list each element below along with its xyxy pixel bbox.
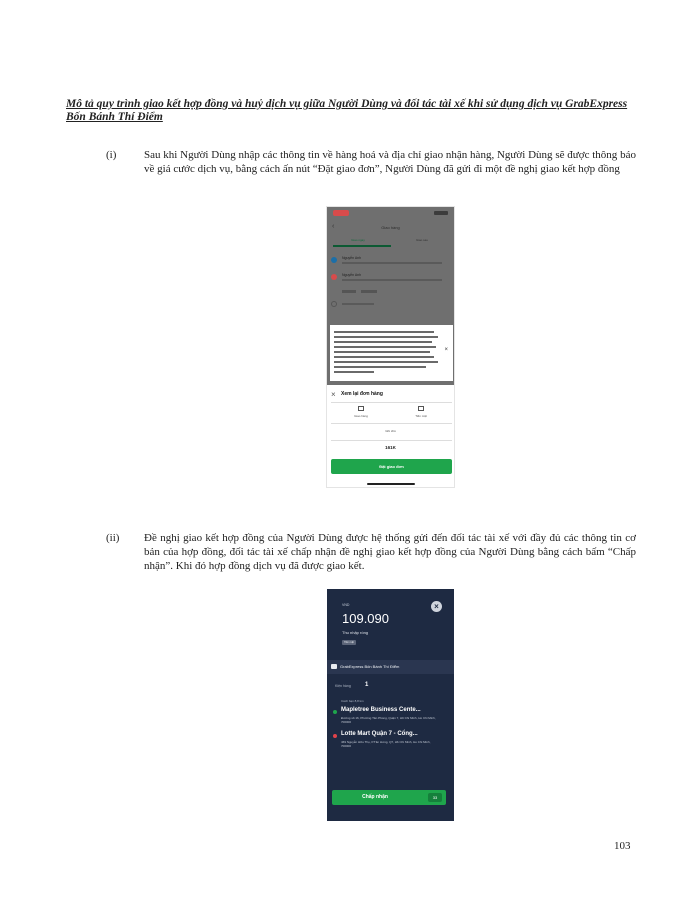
dropoff-dot-icon [333,734,337,738]
dropoff-pin-icon [331,274,337,280]
close-icon: × [431,601,442,612]
payment-option [399,406,443,418]
delivery-option-label: Giao hàng [354,414,368,418]
receiver-chip [342,290,356,293]
currency-label: VND [342,603,350,607]
place-order-button: Đặt giao đơn [331,459,452,474]
sender-stop [331,256,451,268]
sheet-title: Xem lại đơn hàng [341,391,383,397]
cash-icon [418,406,424,411]
accept-button-label: Chấp nhận [362,794,388,800]
dimmed-overlay [327,207,454,385]
quantity-label: Kiện hàng [335,684,351,688]
screen-title: Giao hàng [381,225,400,230]
active-tab-indicator [333,245,391,247]
signal-icon [434,211,448,215]
back-arrow-icon: ‹ [332,223,335,230]
note-field: Ghi chú [385,429,396,433]
item-number: (i) [106,149,117,161]
dropoff-name: Lotte Mart Quận 7 - Cổng... [341,731,418,737]
service-name: GrabExpress Bốn Bánh Thí Điểm [340,664,400,669]
page-number: 103 [614,840,631,852]
net-income-label: Thu nhập ròng [342,630,369,635]
receiver-chip [361,290,377,293]
countdown-badge: 33 [428,793,442,802]
sender-address-line [342,262,442,264]
fare-price: 161K [385,445,396,450]
package-icon [331,664,337,669]
tab-deliver-later: Giao sau [415,238,428,242]
distance-label: Cách bạn 8,8 km [341,699,364,703]
receiver-name: Nguyễn Anh [342,273,362,277]
close-icon: × [331,390,336,399]
pickup-address: Đường số 16, Phường Tân Phong, Quận 7, Hồ Chí Minh, Ho Chi Minh, 700000 [341,716,436,724]
status-bar [327,207,454,219]
pickup-pin-icon [331,257,337,263]
item-number: (ii) [106,532,120,544]
close-icon: × [444,347,448,353]
pickup-dot-icon [333,710,337,714]
info-popup [330,325,453,381]
home-indicator [367,483,415,485]
fare-amount: 109.090 [342,611,389,626]
item-text: Đề nghị giao kết hợp đồng của Người Dùng được hệ thống gửi đến đối tác tài xế với đầy đủ các thông tin cơ bản của hợp đồng, đối tác tài xế chấp nhận đề nghị giao kết hợp đồng của Người Dùng bằng cách bấm “Chấp nhận”. Khi đó hợp đồng dịch vụ đã được giao kết. [144,532,636,572]
sender-name: Nguyễn Anh [342,256,362,260]
add-stop-icon [331,301,337,307]
item-text: Sau khi Người Dùng nhập các thông tin về hàng hoá và địa chỉ giao nhận hàng, Người Dùng sẽ được thông báo về giá cước dịch vụ, bằng cách ấn nút “Đặt giao đơn”, Người Dùng đã gửi đi một đề nghị giao kết hợp đồng [144,149,636,175]
box-icon [358,406,364,411]
tab-deliver-now: Giao ngay [351,238,365,242]
add-stop-label [342,303,374,305]
pickup-name: Mapletree Business Cente... [341,707,421,713]
payment-badge: Tiền mặt [342,640,356,645]
payment-option-label: Tiền mặt [415,414,427,418]
accept-button [332,790,446,805]
order-review-screenshot [326,206,455,488]
driver-offer-screenshot [327,589,454,821]
status-time [333,210,349,216]
quantity-value: 1 [365,682,369,688]
delivery-option [339,406,383,418]
dropoff-address: 469 Nguyễn Hữu Thọ, P.Tân Hưng, Q7, Hồ Chí Minh, Ho Chi Minh, 700000 [341,740,431,748]
receiver-address-line [342,279,442,281]
section-heading: Mô tả quy trình giao kết hợp đồng và huỷ dịch vụ giữa Người Dùng và đối tác tài xế khi sử dụng dịch vụ GrabExpress Bốn Bánh Thí Điểm [66,98,628,123]
receiver-stop [331,273,451,285]
